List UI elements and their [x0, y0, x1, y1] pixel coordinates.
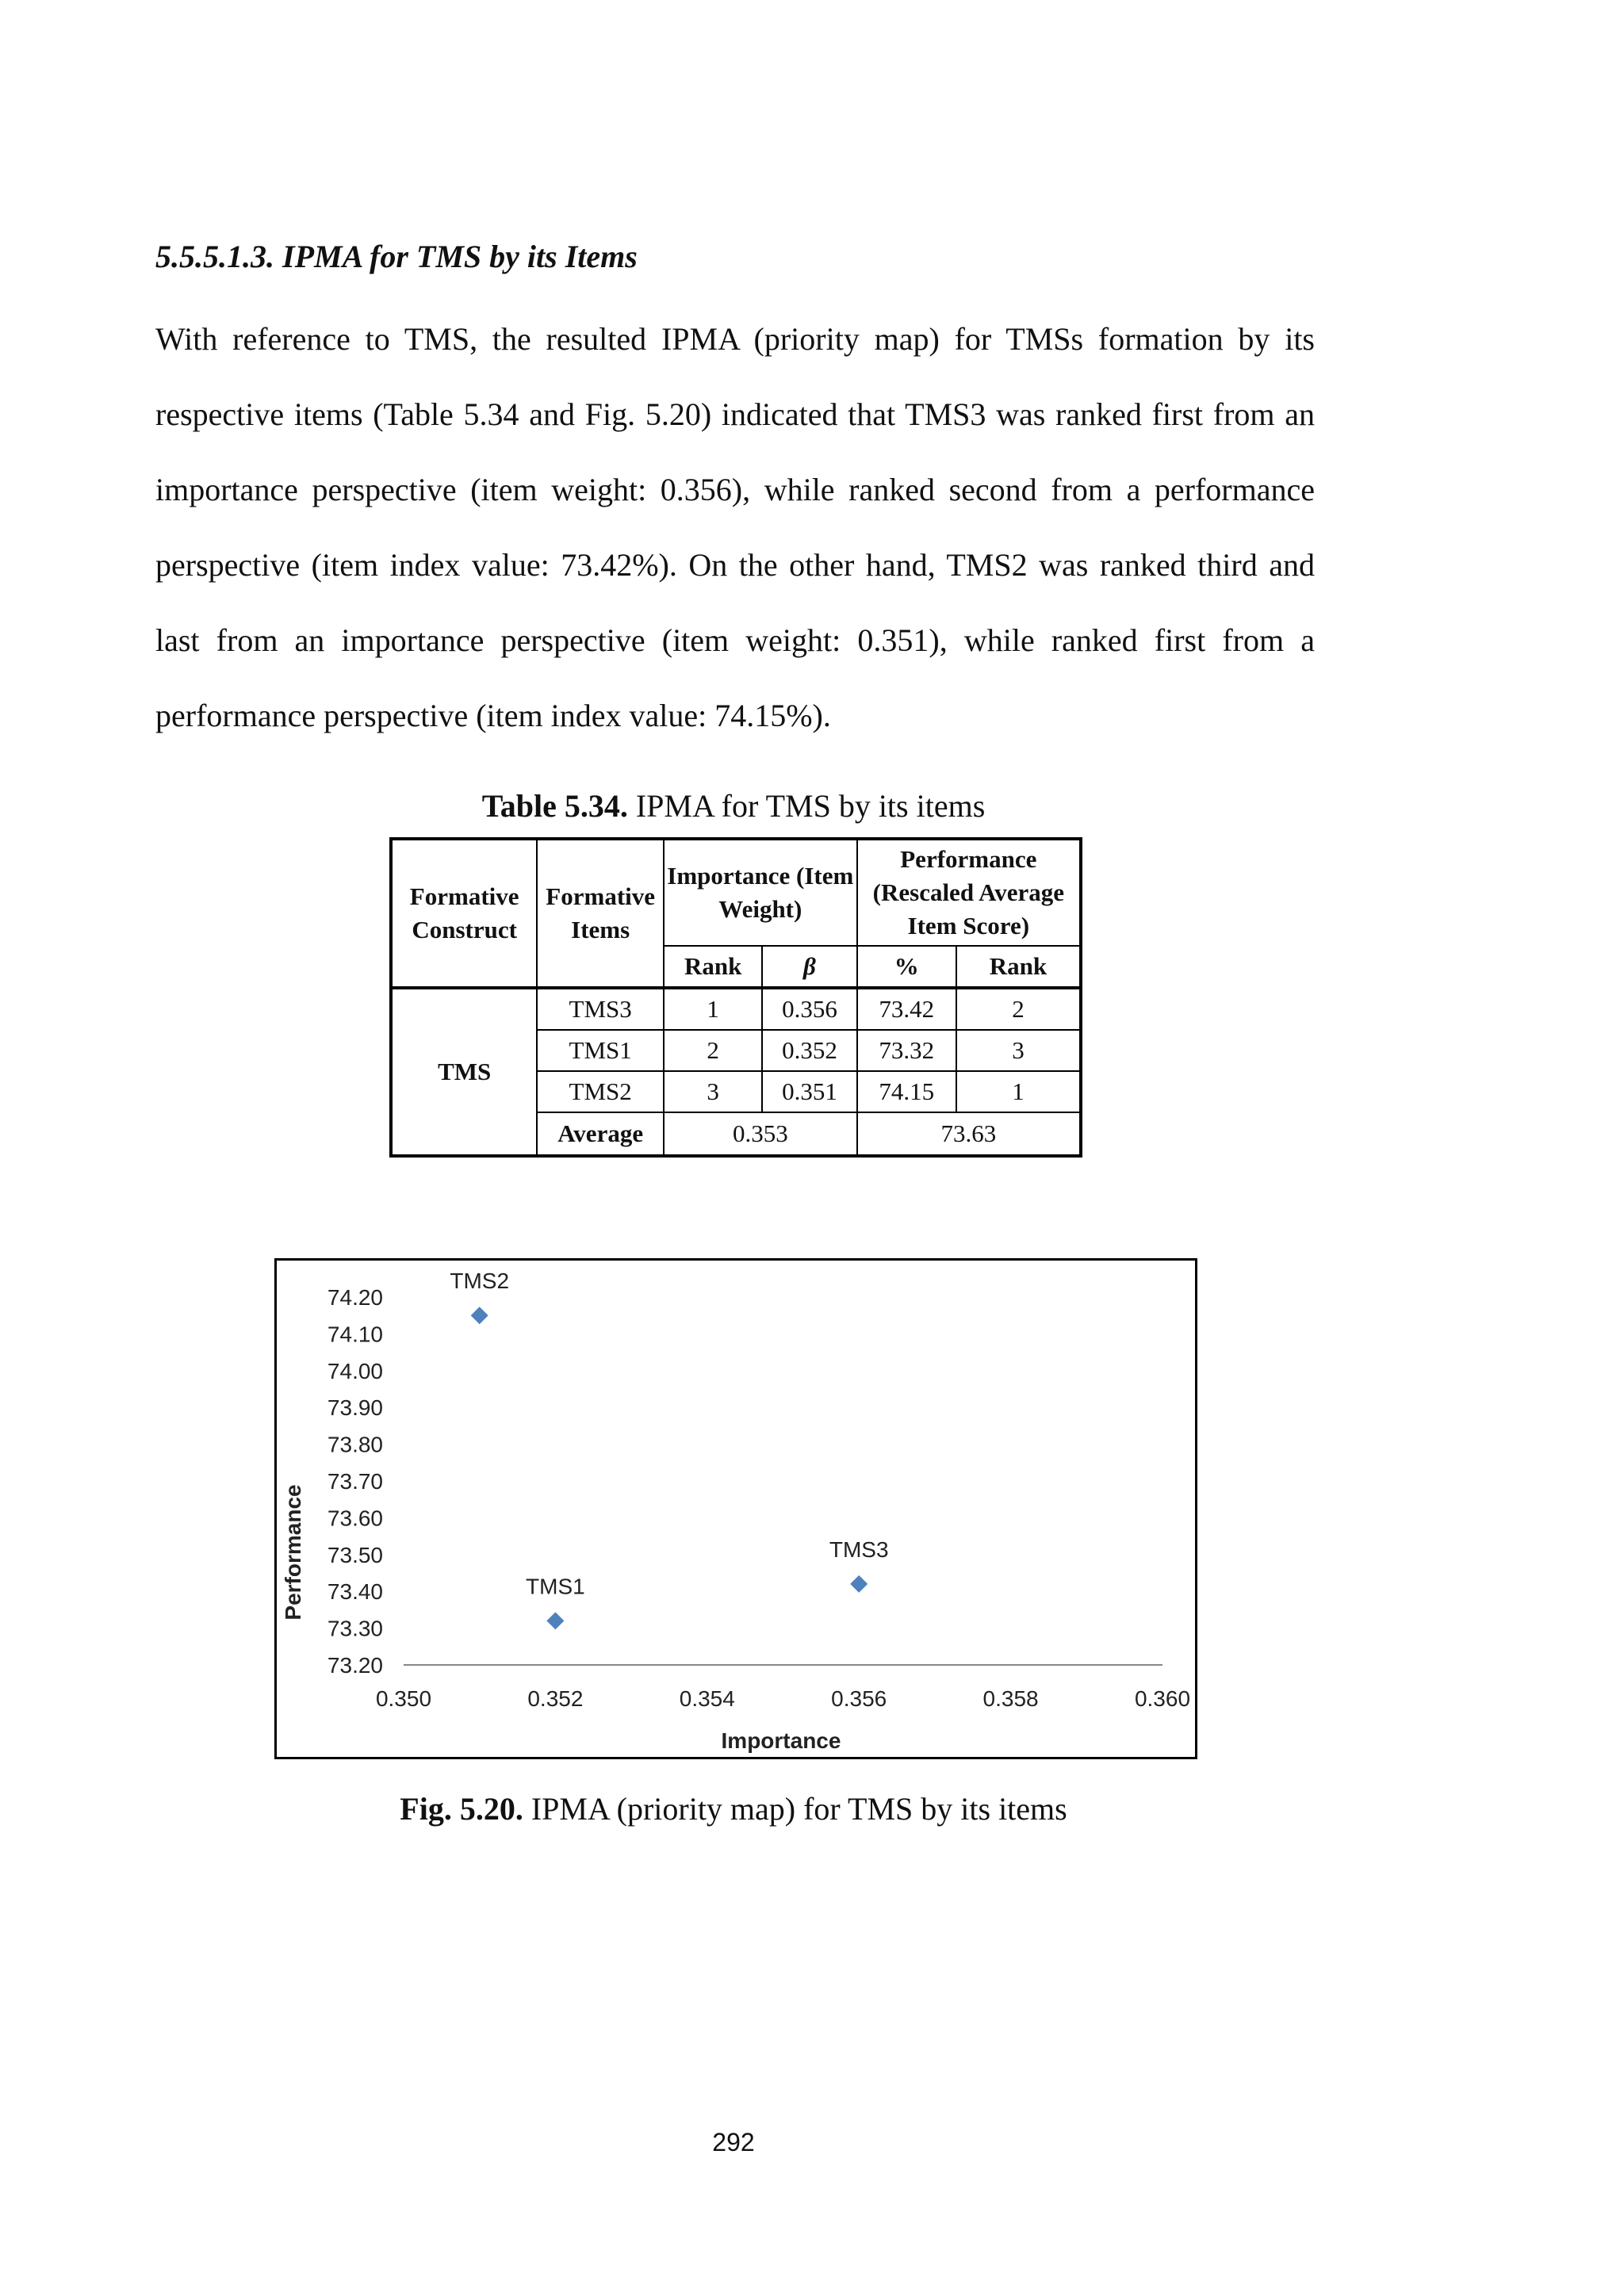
item-cell: TMS2: [537, 1071, 664, 1112]
section-heading: 5.5.5.1.3. IPMA for TMS by its Items: [155, 239, 638, 274]
average-performance-cell: 73.63: [857, 1112, 1081, 1156]
header-performance-rank: Rank: [956, 946, 1081, 988]
construct-cell: TMS: [391, 988, 537, 1156]
body-paragraph: With reference to TMS, the resulted IPMA (priority map) for TMSs formation by its respective items (Table 5.34 and Fig. 5.20) indicated that TMS3 was ranked first from an importance perspective (item weight: 0.356), while ranked second from a performance perspective (item index value: 73.42%). On the other hand, TMS2 was ranked third and last from an importance perspective (item weight: 0.351), while ranked first from a performance perspective (item index value: 74.15%).: [155, 321, 1315, 733]
beta-cell: 0.351: [762, 1071, 856, 1112]
header-formative-construct: Formative Construct: [391, 839, 537, 988]
performance-rank-cell: 2: [956, 988, 1081, 1030]
item-cell: TMS1: [537, 1030, 664, 1071]
y-axis-label: Performance: [281, 1484, 305, 1621]
x-tick-label: 0.356: [831, 1686, 887, 1711]
header-formative-items: Formative Items: [537, 839, 664, 988]
table-row: [391, 988, 1081, 1030]
table-caption: [0, 785, 1467, 828]
table-caption-label: Table 5.34.: [481, 788, 628, 824]
y-tick-label: 74.00: [327, 1358, 383, 1383]
header-importance-rank: Rank: [664, 946, 762, 988]
ipma-table: [389, 837, 1082, 1158]
x-tick-label: 0.352: [527, 1686, 584, 1711]
beta-cell: 0.352: [762, 1030, 856, 1071]
data-point-label: TMS2: [450, 1269, 510, 1294]
x-axis-label: Importance: [721, 1728, 841, 1753]
importance-rank-cell: 1: [664, 988, 762, 1030]
percent-cell: 74.15: [857, 1071, 956, 1112]
page-number: 292: [712, 2128, 755, 2156]
y-tick-label: 73.20: [327, 1653, 383, 1678]
figure-caption-text: IPMA (priority map) for TMS by its items: [523, 1791, 1067, 1827]
data-points: [450, 1269, 888, 1629]
beta-cell: 0.356: [762, 988, 856, 1030]
x-tick-labels: [376, 1686, 1190, 1711]
figure-caption-label: Fig. 5.20.: [400, 1791, 523, 1827]
header-importance: Importance (Item Weight): [664, 839, 857, 946]
average-importance-cell: 0.353: [664, 1112, 857, 1156]
scatter-chart-figure: [274, 1258, 1197, 1759]
header-percent: %: [857, 946, 956, 988]
x-tick-label: 0.354: [679, 1686, 735, 1711]
y-tick-label: 73.60: [327, 1506, 383, 1531]
ipma-scatter-chart: [277, 1261, 1200, 1762]
data-point-marker: [850, 1575, 868, 1593]
y-tick-label: 74.10: [327, 1322, 383, 1347]
x-tick-label: 0.350: [375, 1686, 432, 1711]
header-beta: β: [762, 946, 856, 988]
performance-rank-cell: 3: [956, 1030, 1081, 1071]
y-tick-label: 73.50: [327, 1542, 383, 1567]
table-caption-text: IPMA for TMS by its items: [627, 788, 986, 824]
y-tick-label: 73.70: [327, 1469, 383, 1494]
importance-rank-cell: 2: [664, 1030, 762, 1071]
performance-rank-cell: 1: [956, 1071, 1081, 1112]
data-point-label: TMS1: [526, 1574, 585, 1599]
importance-rank-cell: 3: [664, 1071, 762, 1112]
data-point-marker: [471, 1307, 488, 1324]
x-tick-label: 0.360: [1134, 1686, 1191, 1711]
figure-caption: [0, 1788, 1467, 1831]
average-label-cell: Average: [537, 1112, 664, 1156]
percent-cell: 73.42: [857, 988, 956, 1030]
item-cell: TMS3: [537, 988, 664, 1030]
y-tick-label: 73.90: [327, 1395, 383, 1421]
y-tick-label: 73.40: [327, 1579, 383, 1605]
data-point-marker: [546, 1612, 564, 1629]
y-tick-label: 73.30: [327, 1616, 383, 1641]
header-performance: Performance (Rescaled Average Item Score): [857, 839, 1081, 946]
y-tick-labels: [327, 1285, 383, 1678]
y-tick-label: 74.20: [327, 1285, 383, 1310]
percent-cell: 73.32: [857, 1030, 956, 1071]
x-tick-label: 0.358: [982, 1686, 1039, 1711]
y-tick-label: 73.80: [327, 1432, 383, 1457]
data-point-label: TMS3: [829, 1536, 889, 1562]
